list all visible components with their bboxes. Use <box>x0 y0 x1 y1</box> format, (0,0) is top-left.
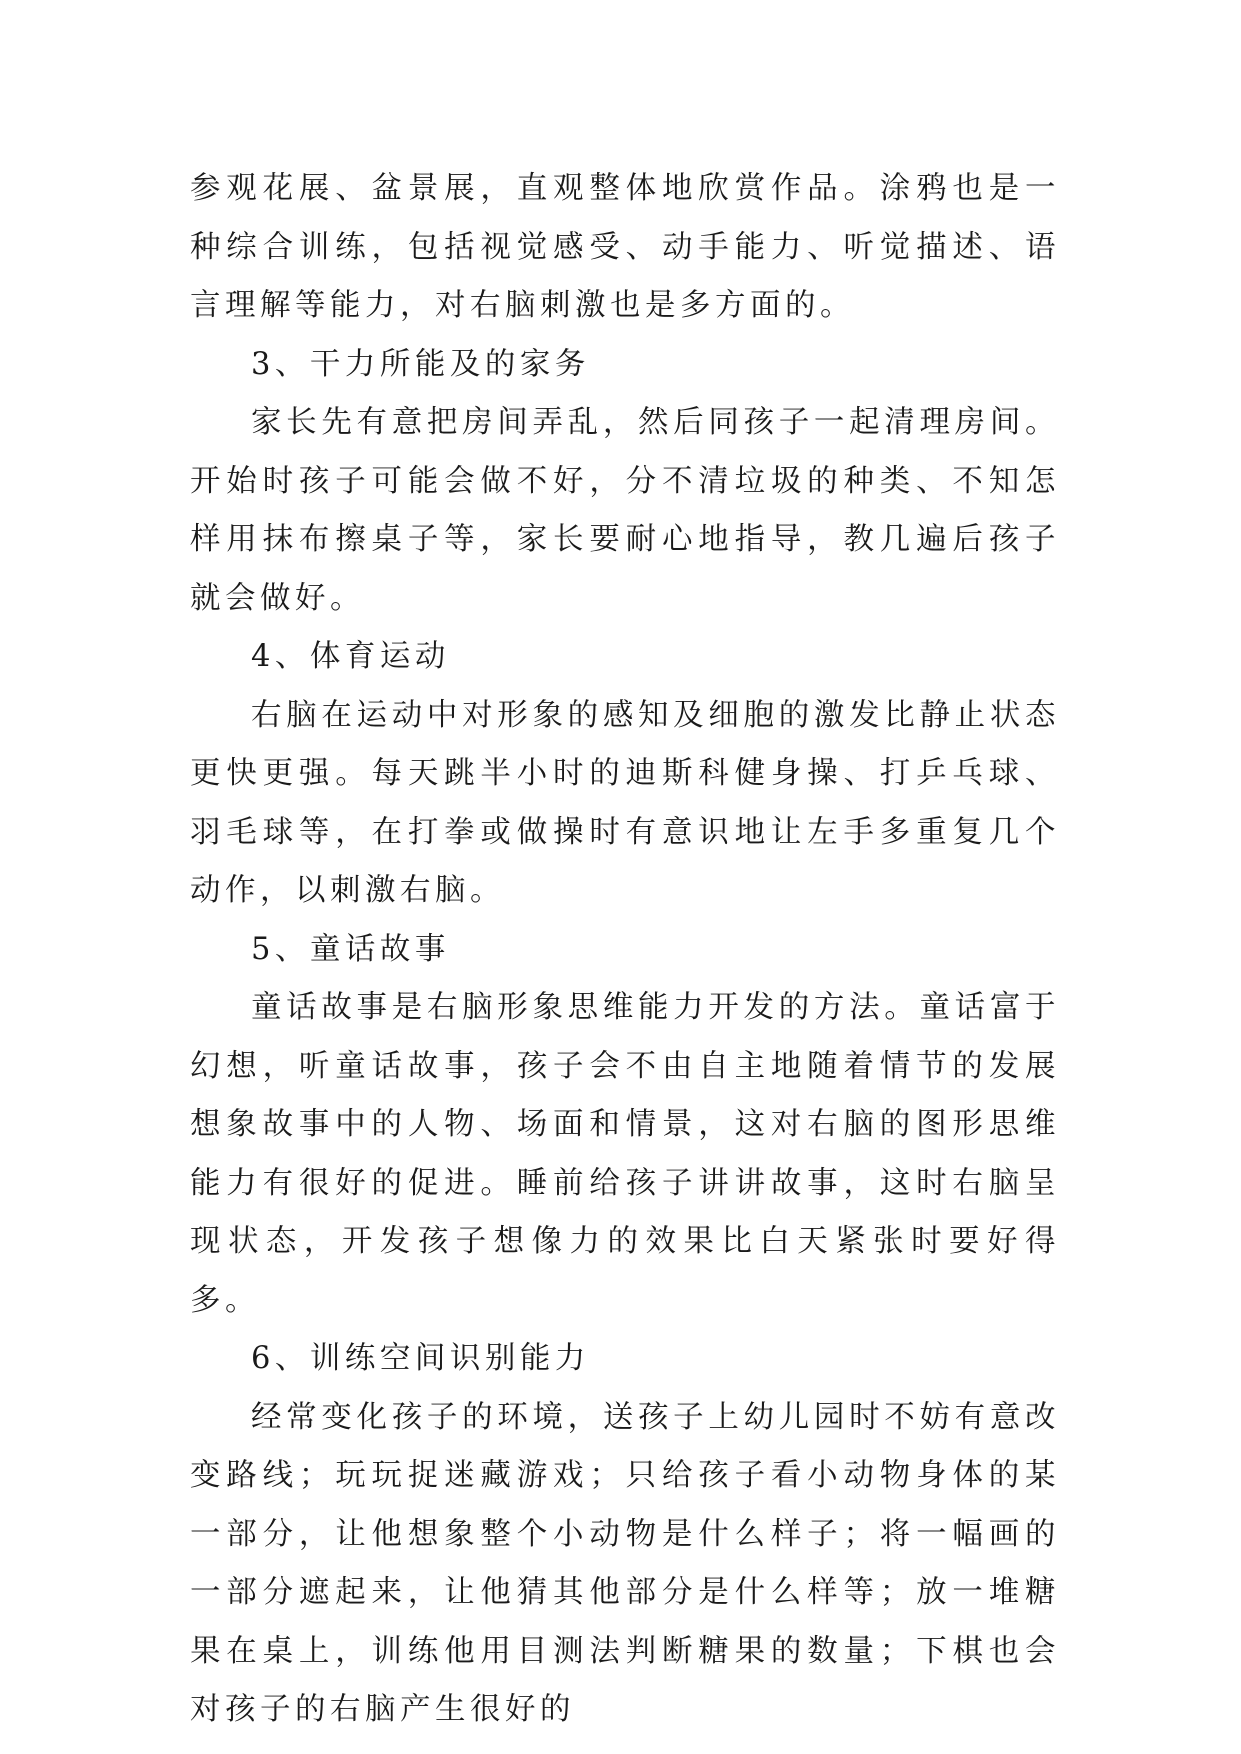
section-heading-fairy-tales: 5、童话故事 <box>251 931 450 967</box>
paragraph-continued: 参观花展、盆景展，直观整体地欣赏作品。涂鸦也是一种综合训练，包括视觉感受、动手能力、听觉描述、语言理解等能力，对右脑刺激也是多方面的。 <box>190 171 1060 323</box>
paragraph-household-chores: 家长先有意把房间弄乱，然后同孩子一起清理房间。开始时孩子可能会做不好，分不清垃圾的种类、不知怎样用抹布擦桌子等，家长要耐心地指导，教几遍后孩子就会做好。 <box>190 405 1060 616</box>
document-body <box>190 160 1060 1740</box>
paragraph-fairy-tales: 童话故事是右脑形象思维能力开发的方法。童话富于幻想，听童话故事，孩子会不由自主地随着情节的发展想象故事中的人物、场面和情景，这对右脑的图形思维能力有很好的促进。睡前给孩子讲讲故事，这时右脑呈现状态，开发孩子想像力的效果比白天紧张时要好得多。 <box>190 990 1060 1318</box>
paragraph-sports: 右脑在运动中对形象的感知及细胞的激发比静止状态更快更强。每天跳半小时的迪斯科健身操、打乒乓球、羽毛球等，在打拳或做操时有意识地让左手多重复几个动作，以刺激右脑。 <box>190 697 1060 908</box>
section-heading-sports: 4、体育运动 <box>251 639 450 674</box>
section-heading-spatial-recognition: 6、训练空间识别能力 <box>251 1341 590 1376</box>
paragraph-spatial-recognition: 经常变化孩子的环境，送孩子上幼儿园时不妨有意改变路线；玩玩捉迷藏游戏；只给孩子看小动物身体的某一部分，让他想象整个小动物是什么样子；将一幅画的一部分遮起来，让他猜其他部分是什么样等；放一堆糖果在桌上，训练他用目测法判断糖果的数量；下棋也会对孩子的右脑产生很好的 <box>190 1399 1060 1727</box>
section-heading-household-chores: 3、干力所能及的家务 <box>251 346 590 382</box>
